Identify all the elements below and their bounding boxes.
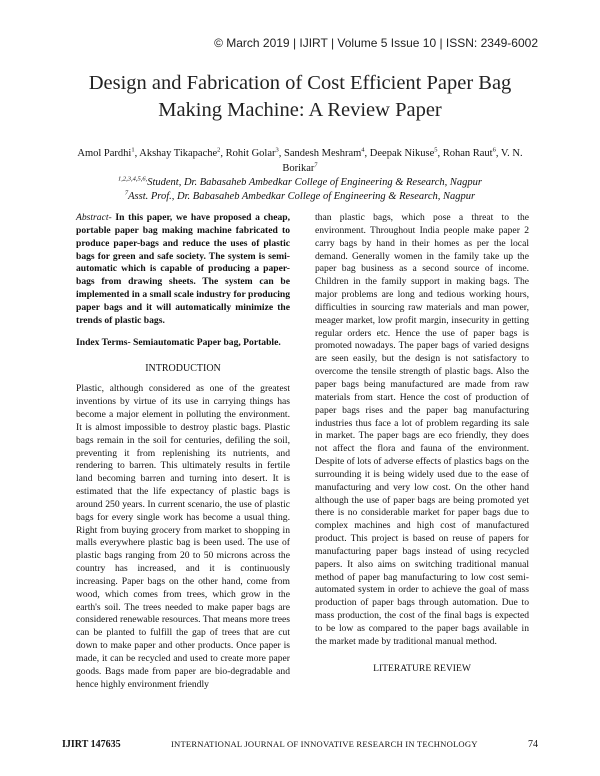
index-terms: Index Terms- Semiautomatic Paper bag, Portable. xyxy=(76,336,281,348)
abstract xyxy=(76,212,290,328)
author-list xyxy=(62,146,538,176)
affiliations xyxy=(62,176,538,204)
introduction-heading: INTRODUCTION xyxy=(145,363,221,375)
footer-paper-id: IJIRT 147635 xyxy=(62,739,121,750)
right-column xyxy=(315,212,529,676)
author: Akshay Tikapache$^2$, xyxy=(139,146,226,159)
introduction-paragraph-right: than plastic bags, which pose a threat to the environment. Throughout India people make paper 2 carry bags by hand in their homes as per the local demand. Generally women in the family take up the paper bag business as a second source of income. Children in the family support in making bags. The major problems are long and tedious working hours, difficulties in sourcing raw materials and man power, meager market, low profit margin, insecurity in getting regular orders etc. Hence the use of paper bags is promoted nowadays. The paper bags of varied designs are seen easily, but the design is not satisfactory to overcome the tensile strength of plastic bags. Also the paper bags being manufactured are made from raw materials from start. Hence the cost of production of paper bags rises and the paper bag manufacturing industries thus face a lot of problem regarding its sale in market. The paper bags are eco friendly, they does not affect the flora and fauna of the environment. Despite of lots of adverse effects of plastics bags on the surrounding it is being widely used due to the ease of manufacturing and very low cost. On the other hand although the use of paper bags are being promoted yet there is no considerable market for paper bags due to complex machines and high cost of manufactured product. This project is based on reuse of papers for manufacturing paper bags instead of using recycled papers. It also aims on switching traditional manual method of paper bag manufacturing to low cost semi-automated system in order to achieve the goal of mass production of paper bags through automation. Due to mass production, the cost of the final bags is expected to be low as compared to the paper bags available in the market made by traditional manual method. xyxy=(315,212,529,647)
abstract-body: In this paper, we have proposed a cheap, portable paper bag making machine fabricated to produce paper-bags and reduce the uses of plastic bags for green and safe society. The system is semi-automatic which is capable of producing a paper-bags from drawing sheets. The system can be implemented in a small scale industry for producing paper bags and it will automatically minimize the trends of plastic bags. xyxy=(76,212,290,326)
author: Rohit Golar$^3$, xyxy=(225,146,285,159)
affiliation-students: $^{1,2,3,4,5,6,}$Student, Dr. Babasaheb Ambedkar College of Engineering & Research, Nagpur xyxy=(117,175,483,188)
page-number: 74 xyxy=(527,739,538,750)
footer-journal-name: INTERNATIONAL JOURNAL OF INNOVATIVE RESEARCH IN TECHNOLOGY xyxy=(171,739,478,749)
affiliation-professor: $^7$Asst. Prof., Dr. Babasaheb Ambedkar College of Engineering & Research, Nagpur xyxy=(124,189,476,202)
title-line-1: Design and Fabrication of Cost Efficient Paper Bag xyxy=(88,72,512,94)
paper-title xyxy=(40,70,560,124)
author: Amol Pardhi$^1$, xyxy=(77,146,140,159)
author: Sandesh Meshram$^4$, xyxy=(284,146,370,159)
title-line-2: Making Machine: A Review Paper xyxy=(158,99,442,121)
abstract-label: Abstract- xyxy=(76,212,112,223)
author: Deepak Nikuse$^5$, xyxy=(369,146,443,159)
page-footer xyxy=(62,739,538,750)
left-column xyxy=(76,212,290,692)
author: V. N. Borikar$^7$ xyxy=(282,148,523,174)
literature-review-heading: LITERATURE REVIEW xyxy=(373,662,471,674)
journal-citation-header: © March 2019 | IJIRT | Volume 5 Issue 10 | ISSN: 2349-6002 xyxy=(214,36,538,50)
author: Rohan Raut$^6$, xyxy=(442,146,499,159)
introduction-paragraph-left: Plastic, although considered as one of the greatest inventions by virtue of its use in carrying things has become a major element in polluting the environment. It is almost impossible to destroy plastic bags. Plastic bags remain in the soil for centuries, defiling the soil, preventing it from replenishing its nutrients, and rendering to barren. This ultimately results in fertile land becoming barren and turning into desert. It is estimated that the life expectancy of plastic bags is around 250 years. In current scenario, the use of plastic bags for every single work has become a usual thing. Right from buying grocery from market to shopping in malls everywhere plastic bag is been used. The use of plastic bags ranging from 20 to 50 microns across the country has increased, and it is continuously increasing. Paper bags on the other hand, come from wood, which comes from trees, which grow in the earth's soil. The trees needed to make paper bags are considered renewable resources. That means more trees can be planted to fulfill the gap of trees that are cut down to make paper and other products. Once paper is made, it can be recycled and used to create more paper goods. Bags made from paper are bio-degradable and hence highly environment friendly xyxy=(76,383,290,690)
